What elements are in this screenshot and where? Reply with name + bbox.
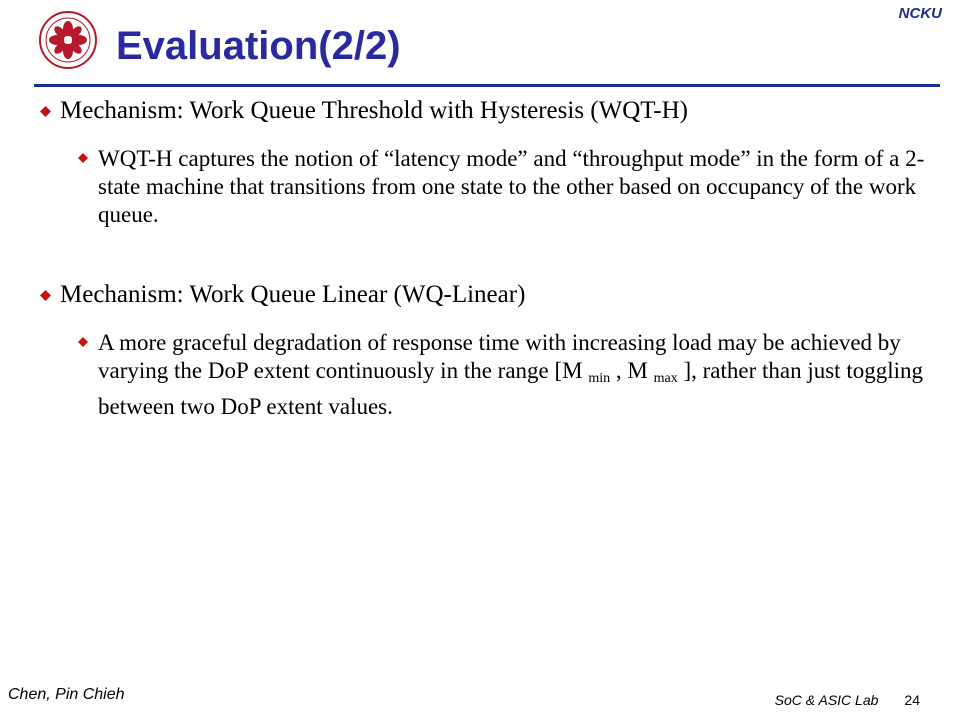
diamond-bullet-icon xyxy=(78,337,88,347)
brand-label: NCKU xyxy=(898,5,942,22)
bullet-wqt-h xyxy=(38,95,928,127)
bullet-text: Mechanism: Work Queue Linear (WQ-Linear) xyxy=(60,281,526,308)
footer-lab-name: SoC & ASIC Lab xyxy=(774,692,879,708)
diamond-bullet-icon xyxy=(40,106,51,117)
sub-bullet-text-end: ], rather than just toggling between two DoP extent values. xyxy=(98,358,923,419)
subscript-max: max xyxy=(653,371,678,386)
sub-bullet-wqt-h xyxy=(76,145,928,229)
bullet-text: Mechanism: Work Queue Threshold with Hysteresis (WQT-H) xyxy=(60,97,688,124)
footer-lab xyxy=(775,692,920,708)
sub-bullet-text: WQT-H captures the notion of “latency mode” and “throughput mode” in the form of a 2-state machine that transitions from one state to the other based on occupancy of the work queue. xyxy=(98,146,925,227)
sub-bullet-wq-linear xyxy=(76,329,928,421)
footer-author: Chen, Pin Chieh xyxy=(8,686,125,703)
page-number: 24 xyxy=(904,692,920,708)
bullet-wq-linear xyxy=(38,279,928,311)
sub-bullet-text-mid: , M xyxy=(610,358,648,383)
university-seal-logo-icon xyxy=(38,10,98,70)
sub-bullet-text-start: A more graceful degradation of response time with increasing load may be achieved by varying the DoP extent continuously in the range [M xyxy=(98,330,901,383)
title-divider xyxy=(34,84,940,87)
slide-content xyxy=(38,95,928,421)
diamond-bullet-icon xyxy=(40,290,51,301)
page-title: Evaluation(2/2) xyxy=(116,24,401,68)
subscript-min: min xyxy=(588,371,611,386)
diamond-bullet-icon xyxy=(78,153,88,163)
